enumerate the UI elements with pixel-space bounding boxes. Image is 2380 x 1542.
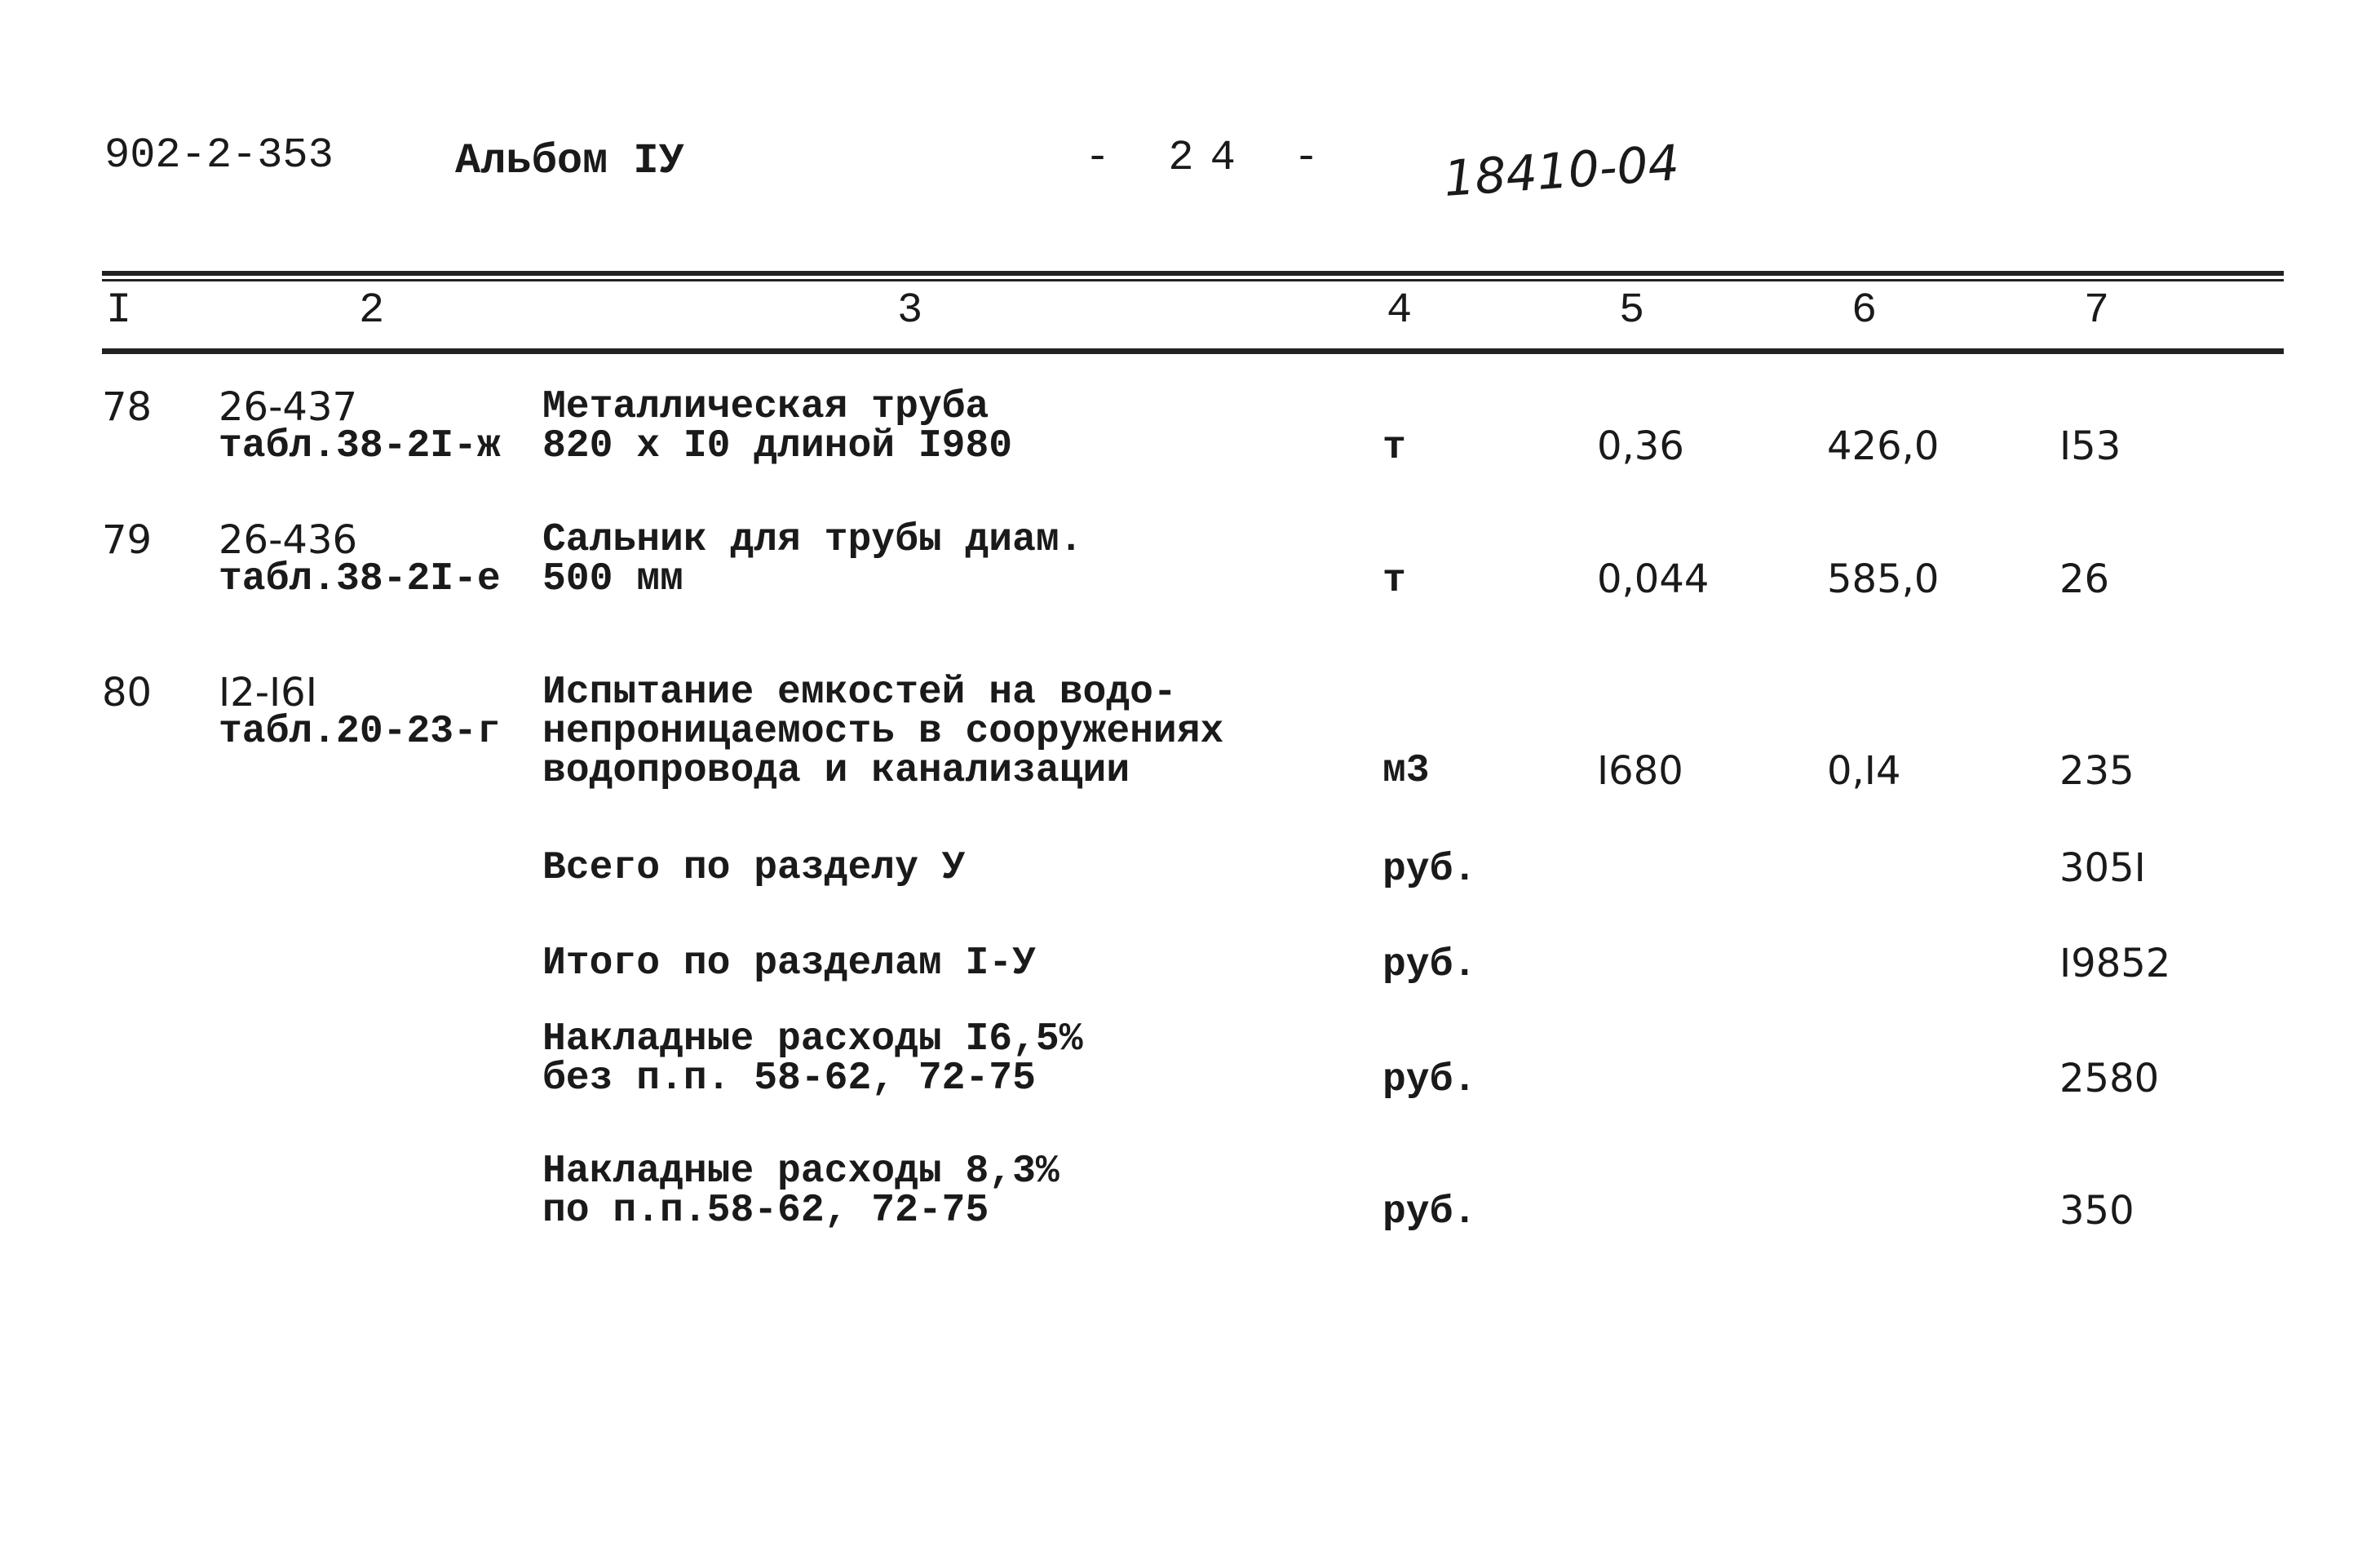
row-79-code-line2: табл.38-2I-е — [219, 557, 501, 601]
summary-overhead-8-label-line1: Накладные расходы 8,3% — [542, 1150, 1059, 1194]
summary-overhead-8-value: 350 — [2059, 1188, 2134, 1234]
table-top-rule-secondary — [102, 279, 2284, 281]
summary-overhead-8-label-line2: по п.п.58-62, 72-75 — [542, 1189, 989, 1233]
archive-number: 18410-04 — [1441, 135, 1681, 208]
row-80-number: 80 — [102, 670, 153, 716]
summary-overhead-16-label-line1: Накладные расходы I6,5% — [542, 1017, 1083, 1061]
page-number: - 24 - — [1085, 134, 1336, 182]
table-header-rule — [102, 348, 2284, 354]
row-79-code-line1: 26-436 — [219, 517, 358, 563]
row-78-code-line2: табл.38-2I-ж — [219, 424, 501, 468]
column-header-4: 4 — [1387, 286, 1413, 335]
row-78-code-line1: 26-437 — [219, 384, 358, 430]
summary-grand-total-value: I9852 — [2059, 941, 2171, 986]
row-80-price: 0,I4 — [1827, 748, 1901, 794]
row-80-unit: м3 — [1382, 749, 1430, 793]
row-80-description-line3: водопровода и канализации — [542, 749, 1130, 793]
column-header-6: 6 — [1851, 286, 1878, 335]
summary-section-total-label: Всего по разделу У — [542, 846, 966, 890]
row-80-quantity: I680 — [1597, 748, 1683, 794]
row-78-unit: т — [1382, 426, 1406, 470]
summary-grand-total-unit: руб. — [1382, 943, 1477, 987]
row-80-code-line2: табл.20-23-г — [219, 710, 501, 754]
row-80-total: 235 — [2059, 748, 2134, 794]
row-78-quantity: 0,36 — [1597, 423, 1684, 469]
row-80-description-line1: Испытание емкостей на водо- — [542, 671, 1177, 715]
summary-overhead-8-unit: руб. — [1382, 1190, 1477, 1234]
column-header-7: 7 — [2084, 286, 2110, 335]
row-78-description-line1: Металлическая труба — [542, 385, 989, 429]
row-79-quantity: 0,044 — [1597, 556, 1710, 602]
column-header-5: 5 — [1619, 286, 1645, 335]
summary-overhead-16-label-line2: без п.п. 58-62, 72-75 — [542, 1057, 1036, 1101]
row-79-description-line1: Сальник для трубы диам. — [542, 518, 1083, 562]
column-header-2: 2 — [359, 286, 385, 335]
row-80-code-line1: I2-I6I — [219, 670, 317, 716]
row-79-unit: т — [1382, 559, 1406, 603]
row-79-total: 26 — [2059, 556, 2110, 602]
summary-grand-total-label: Итого по разделам I-У — [542, 942, 1036, 986]
row-79-number: 79 — [102, 517, 153, 563]
summary-section-total-unit: руб. — [1382, 848, 1477, 892]
row-79-price: 585,0 — [1827, 556, 1940, 602]
row-78-total: I53 — [2059, 423, 2121, 469]
table-top-rule — [102, 271, 2284, 276]
doc-code: 902-2-353 — [104, 131, 334, 179]
row-79-description-line2: 500 мм — [542, 557, 683, 601]
row-78-number: 78 — [102, 384, 153, 430]
album-label: Альбом IУ — [455, 137, 684, 185]
row-80-description-line2: непроницаемость в сооружениях — [542, 710, 1224, 754]
summary-overhead-16-value: 2580 — [2059, 1056, 2160, 1101]
row-78-description-line2: 820 x I0 длиной I980 — [542, 424, 1013, 468]
summary-overhead-16-unit: руб. — [1382, 1058, 1477, 1102]
column-header-1: I — [106, 286, 132, 335]
row-78-price: 426,0 — [1827, 423, 1940, 469]
summary-section-total-value: 305I — [2059, 845, 2146, 891]
column-header-3: 3 — [897, 286, 923, 335]
